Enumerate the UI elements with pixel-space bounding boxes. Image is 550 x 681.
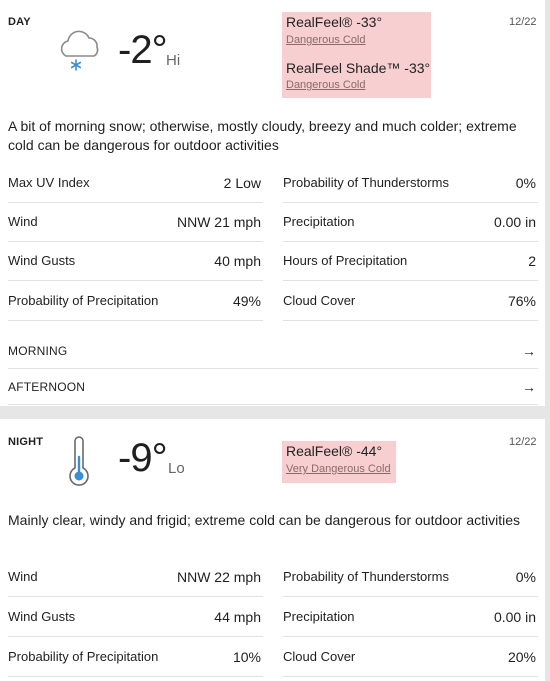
day-realfeel-value: RealFeel® -33° xyxy=(286,14,383,30)
thermometer-cold-icon xyxy=(66,435,92,487)
night-date: 12/22 xyxy=(509,436,537,448)
detail-label: Probability of Precipitation xyxy=(8,293,159,308)
morning-link[interactable] xyxy=(8,333,538,369)
day-date: 12/22 xyxy=(509,16,537,28)
detail-label: Precipitation xyxy=(283,609,355,624)
detail-row xyxy=(283,202,538,242)
detail-value: 20% xyxy=(507,649,536,665)
day-realfeel-shade-phrase[interactable]: Dangerous Cold xyxy=(286,79,366,91)
detail-value: 0.00 in xyxy=(493,214,536,230)
day-temp-suffix: Hi xyxy=(166,52,181,69)
detail-row xyxy=(8,637,263,677)
detail-row xyxy=(8,241,263,281)
day-realfeel-shade-value: RealFeel Shade™ -33° xyxy=(286,60,431,76)
detail-value: 0% xyxy=(515,175,536,191)
detail-label: Probability of Thunderstorms xyxy=(283,175,449,190)
detail-label: Wind Gusts xyxy=(8,609,76,624)
detail-value: 0% xyxy=(515,569,536,585)
detail-row xyxy=(8,163,263,203)
detail-value: NNW 21 mph xyxy=(176,214,261,230)
day-realfeel-panel xyxy=(282,12,431,98)
day-high-temp: -2° xyxy=(118,28,167,72)
detail-label: Wind Gusts xyxy=(8,253,76,268)
detail-value: 49% xyxy=(232,293,261,309)
card-separator xyxy=(0,406,550,419)
arrow-right-icon: → xyxy=(522,343,536,359)
morning-link-label: MORNING xyxy=(8,344,68,358)
detail-label: Probability of Thunderstorms xyxy=(283,569,449,584)
day-realfeel-phrase[interactable]: Dangerous Cold xyxy=(286,34,366,46)
detail-label: Hours of Precipitation xyxy=(283,253,408,268)
detail-row xyxy=(283,241,538,281)
detail-row xyxy=(8,557,263,597)
detail-label: Probability of Precipitation xyxy=(8,649,159,664)
detail-value: 40 mph xyxy=(214,253,261,269)
night-realfeel-phrase[interactable]: Very Dangerous Cold xyxy=(286,463,391,475)
detail-label: Wind xyxy=(8,569,38,584)
detail-value: 76% xyxy=(507,293,536,309)
detail-row xyxy=(283,557,538,597)
night-label: NIGHT xyxy=(8,436,44,448)
detail-row xyxy=(8,202,263,242)
detail-value: 2 Low xyxy=(223,175,261,191)
detail-row xyxy=(283,163,538,203)
night-low-temp: -9° xyxy=(118,436,167,480)
scrollbar-track[interactable] xyxy=(545,0,550,681)
night-phrase: Mainly clear, windy and frigid; extreme cold can be dangerous for outdoor activities xyxy=(8,512,521,528)
detail-row xyxy=(8,597,263,637)
day-phrase: A bit of morning snow; otherwise, mostly cloudy, breezy and much colder; extreme cold can be dangerous for outdoor activities xyxy=(8,118,517,153)
detail-row xyxy=(283,597,538,637)
detail-value: 0.00 in xyxy=(493,609,536,625)
night-realfeel-panel xyxy=(282,441,396,483)
snow-cloud-icon xyxy=(54,28,104,72)
detail-value: 2 xyxy=(528,253,536,269)
detail-row xyxy=(283,281,538,321)
detail-label: Precipitation xyxy=(283,214,355,229)
night-realfeel-value: RealFeel® -44° xyxy=(286,443,383,459)
detail-row xyxy=(283,637,538,677)
detail-label: Wind xyxy=(8,214,38,229)
detail-value: NNW 22 mph xyxy=(176,569,261,585)
arrow-right-icon: → xyxy=(522,379,536,395)
detail-row xyxy=(8,281,263,321)
night-temp-suffix: Lo xyxy=(168,460,185,477)
day-label: DAY xyxy=(8,16,31,28)
detail-value: 10% xyxy=(232,649,261,665)
detail-label: Cloud Cover xyxy=(283,649,356,664)
detail-label: Max UV Index xyxy=(8,175,90,190)
night-forecast-card xyxy=(0,419,545,681)
afternoon-link[interactable] xyxy=(8,369,538,405)
detail-label: Cloud Cover xyxy=(283,293,356,308)
detail-value: 44 mph xyxy=(214,609,261,625)
afternoon-link-label: AFTERNOON xyxy=(8,380,86,394)
